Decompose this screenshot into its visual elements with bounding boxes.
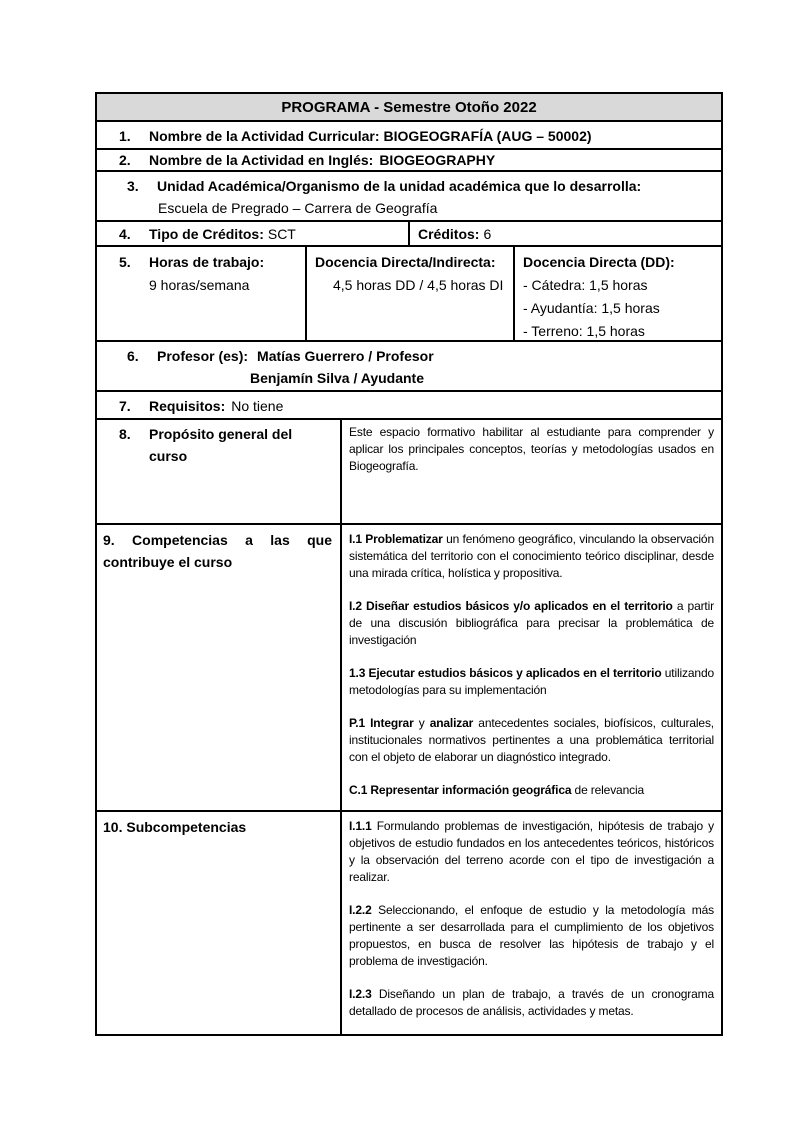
item-number-1: 1. bbox=[119, 128, 131, 144]
subcompetencia-i22-code: I.2.2 bbox=[349, 903, 372, 917]
docencia-directa-label: Docencia Directa (DD): bbox=[523, 254, 675, 270]
row-requisitos bbox=[97, 392, 721, 420]
competencia-i2-code: I.2 Diseñar estudios básicos y/o aplicados en el territorio bbox=[349, 599, 673, 613]
profesor-label: Profesor (es): bbox=[157, 348, 249, 364]
competencias-label: 9. Competencias a las que contribuye el curso bbox=[103, 532, 332, 570]
competencia-i3-text: utilizando metodologías para su implementación bbox=[349, 666, 714, 697]
row-competencias bbox=[97, 525, 721, 812]
item-number-2: 2. bbox=[119, 152, 131, 168]
row-nombre-ingles bbox=[97, 150, 721, 172]
competencia-i1-code: I.1 Problematizar bbox=[349, 532, 443, 546]
competencia-i1 bbox=[349, 531, 714, 582]
proposito-label-cell bbox=[97, 420, 340, 523]
item-number-8: 8. bbox=[119, 426, 131, 442]
subcompetencia-i11 bbox=[349, 818, 714, 886]
proposito-label: Propósito general del curso bbox=[149, 426, 293, 464]
row-profesor bbox=[97, 342, 721, 392]
row-unidad-academica bbox=[97, 172, 721, 222]
item-number-5: 5. bbox=[119, 254, 131, 270]
page-title: PROGRAMA - Semestre Otoño 2022 bbox=[281, 98, 537, 116]
nombre-curricular-label: Nombre de la Actividad Curricular: bbox=[149, 128, 380, 144]
competencia-p1-verb: analizar bbox=[429, 716, 474, 730]
profesor-line1: Matías Guerrero / Profesor bbox=[257, 348, 434, 364]
profesor-line2: Benjamín Silva / Ayudante bbox=[250, 370, 425, 386]
item-number-3: 3. bbox=[127, 178, 139, 194]
subcompetencia-i23-code: I.2.3 bbox=[349, 987, 372, 1001]
nombre-curricular-cell bbox=[97, 122, 721, 148]
item-number-4: 4. bbox=[119, 226, 131, 242]
subcompetencia-i23-text: Diseñando un plan de trabajo, a través de un cronograma detallado de procesos de análisis, actividades y metas. bbox=[349, 987, 714, 1018]
proposito-text-cell bbox=[340, 420, 721, 523]
horas-trabajo-label: Horas de trabajo: bbox=[149, 254, 265, 270]
competencia-c1-text: de relevancia bbox=[571, 783, 644, 797]
competencia-i3-code: 1.3 Ejecutar estudios básicos y aplicados en el territorio bbox=[349, 666, 662, 680]
competencia-p1-code: P.1 Integrar bbox=[349, 716, 414, 730]
subcompetencias-text-cell bbox=[340, 812, 721, 1034]
table-title-row bbox=[97, 94, 721, 122]
tipo-creditos-cell bbox=[97, 222, 408, 245]
horas-trabajo-cell bbox=[97, 247, 305, 340]
row-tipo-creditos bbox=[97, 222, 721, 247]
row-proposito bbox=[97, 420, 721, 525]
row-horas-trabajo bbox=[97, 247, 721, 342]
creditos-value: 6 bbox=[483, 226, 492, 242]
competencia-p1-text: antecedentes sociales, biofísicos, culturales, institucionales normativos pertinentes a una problemática territorial con el objeto de elaborar un diagnóstico integrado. bbox=[349, 716, 714, 764]
subcompetencias-label: 10. Subcompetencias bbox=[103, 819, 247, 835]
nombre-ingles-value: BIOGEOGRAPHY bbox=[379, 152, 496, 168]
subcompetencia-i23 bbox=[349, 986, 714, 1020]
docencia-directa-indirecta-value: 4,5 horas DD / 4,5 horas DI bbox=[333, 277, 504, 293]
tipo-creditos-value: SCT bbox=[267, 226, 296, 242]
docencia-directa-indirecta-label: Docencia Directa/Indirecta: bbox=[315, 254, 496, 270]
docencia-terreno-item: - Terreno: 1,5 horas bbox=[523, 323, 645, 339]
competencia-p1 bbox=[349, 715, 714, 766]
item-number-7: 7. bbox=[119, 398, 131, 414]
program-table bbox=[95, 92, 723, 1036]
competencia-i3 bbox=[349, 665, 714, 699]
subcompetencia-i22 bbox=[349, 902, 714, 970]
profesor-cell bbox=[97, 342, 721, 390]
row-nombre-curricular bbox=[97, 122, 721, 150]
subcompetencia-i11-code: I.1.1 bbox=[349, 819, 372, 833]
competencia-c1 bbox=[349, 782, 714, 799]
tipo-creditos-text bbox=[149, 223, 296, 242]
horas-trabajo-value: 9 horas/semana bbox=[149, 277, 250, 293]
requisitos-text bbox=[149, 395, 283, 415]
requisitos-value: No tiene bbox=[231, 398, 284, 414]
subcompetencia-i11-text: Formulando problemas de investigación, hipótesis de trabajo y objetivos de estudio fundados en los antecedentes teóricos, históricos y la observación del terreno acorde con el tipo de investigación a realizar. bbox=[349, 819, 714, 884]
tipo-creditos-label: Tipo de Créditos: bbox=[149, 226, 264, 242]
competencia-i2 bbox=[349, 598, 714, 649]
competencias-text-cell bbox=[340, 525, 721, 810]
nombre-curricular-text bbox=[149, 125, 592, 145]
proposito-text: Este espacio formativo habilitar al estudiante para comprender y aplicar los principales conceptos, teorías y metodologías usados en Biogeografía. bbox=[349, 425, 714, 473]
competencia-p1-conj: y bbox=[413, 716, 430, 730]
docencia-ayudantia-item: - Ayudantía: 1,5 horas bbox=[523, 300, 660, 316]
docencia-directa-cell bbox=[513, 247, 721, 340]
competencia-c1-code: C.1 Representar información geográfica bbox=[349, 783, 572, 797]
docencia-catedra-item: - Cátedra: 1,5 horas bbox=[523, 277, 648, 293]
row-subcompetencias bbox=[97, 812, 721, 1034]
nombre-curricular-value: BIOGEOGRAFÍA (AUG – 50002) bbox=[383, 128, 592, 144]
nombre-ingles-cell bbox=[97, 150, 721, 170]
item-number-6: 6. bbox=[127, 348, 139, 364]
creditos-label: Créditos: bbox=[418, 226, 480, 242]
unidad-academica-value: Escuela de Pregrado – Carrera de Geografía bbox=[158, 200, 438, 216]
creditos-cell bbox=[408, 222, 721, 245]
competencia-i2-text: a partir de una discusión bibliográfica para precisar la problemática de investigación bbox=[349, 599, 714, 647]
docencia-directa-indirecta-cell bbox=[305, 247, 513, 340]
requisitos-label: Requisitos: bbox=[149, 398, 226, 414]
requisitos-cell bbox=[97, 392, 721, 418]
competencia-i1-text: un fenómeno geográfico, vinculando la observación sistemática del territorio con el conocimiento teórico disciplinar, desde una mirada crítica, holística y propositiva. bbox=[349, 532, 714, 580]
nombre-ingles-text bbox=[149, 150, 495, 167]
nombre-ingles-label: Nombre de la Actividad en Inglés: bbox=[149, 152, 374, 168]
unidad-academica-cell bbox=[97, 172, 721, 220]
subcompetencia-i22-text: Seleccionando, el enfoque de estudio y la metodología más pertinente a ser desarrollada para el cumplimiento de los objetivos propuestos, en busca de resolver las hipótesis de trabajo y el problema de investigación. bbox=[349, 903, 714, 968]
unidad-academica-label: Unidad Académica/Organismo de la unidad académica que lo desarrolla: bbox=[157, 178, 642, 194]
